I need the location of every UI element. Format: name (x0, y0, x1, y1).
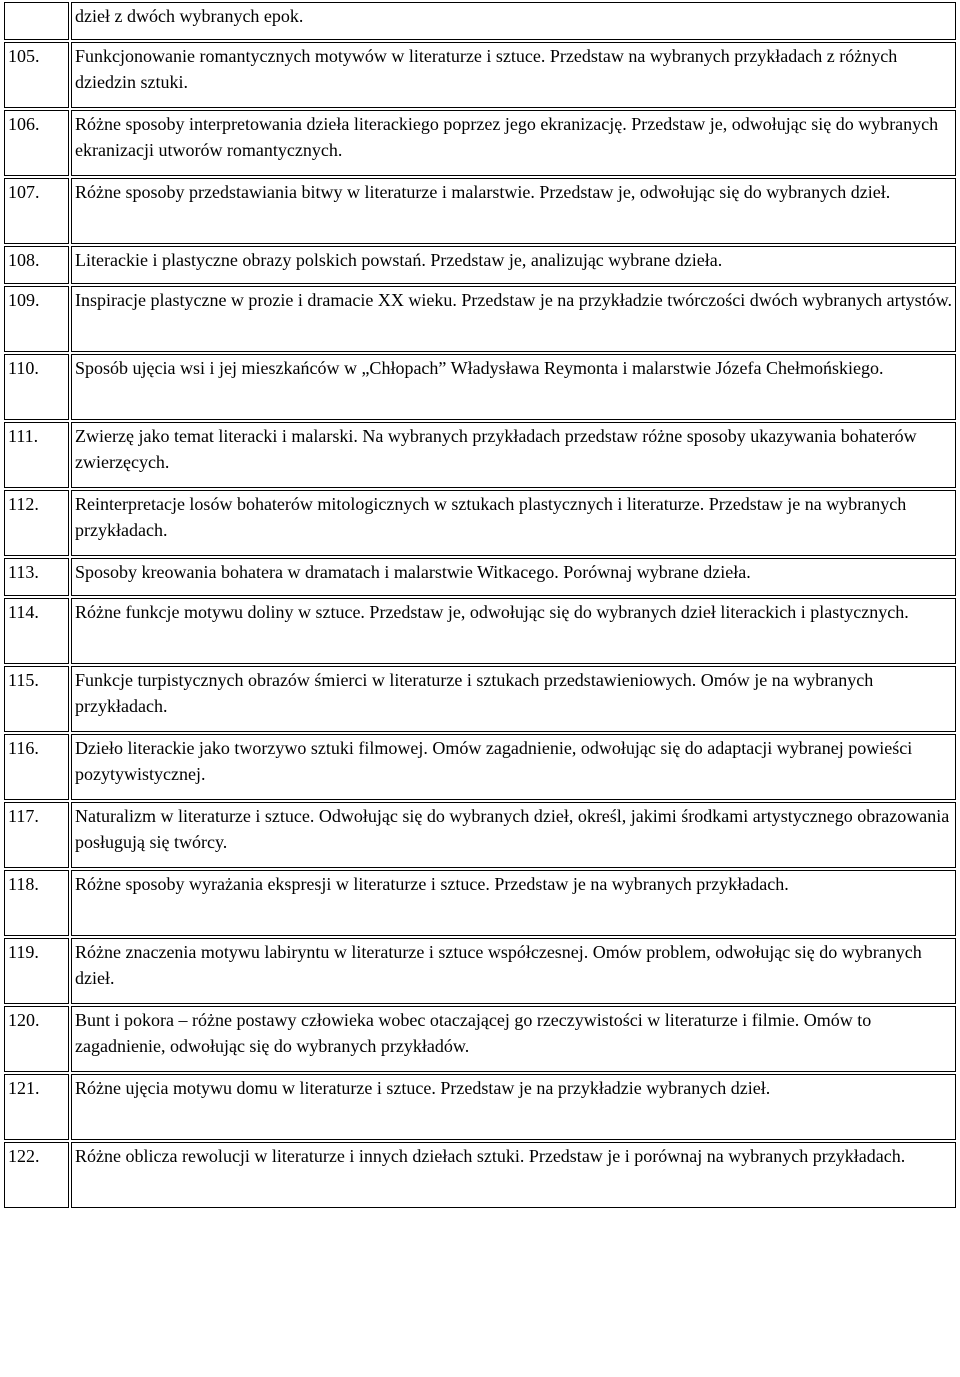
topic-number: 114. (4, 598, 69, 664)
table-row (4, 42, 956, 108)
topic-text: dzieł z dwóch wybranych epok. (71, 2, 956, 40)
table-row (4, 598, 956, 664)
topic-number: 105. (4, 42, 69, 108)
topic-number: 109. (4, 286, 69, 352)
topic-text: Naturalizm w literaturze i sztuce. Odwołując się do wybranych dzieł, określ, jakimi środkami artystycznego obrazowania posługują się twórcy. (71, 802, 956, 868)
table-row (4, 246, 956, 284)
table-row (4, 1142, 956, 1208)
table-row (4, 666, 956, 732)
table-row (4, 354, 956, 420)
table-row (4, 178, 956, 244)
table-row (4, 490, 956, 556)
topic-text: Sposoby kreowania bohatera w dramatach i malarstwie Witkacego. Porównaj wybrane dzieła. (71, 558, 956, 596)
table-row (4, 1074, 956, 1140)
table-row (4, 870, 956, 936)
topic-number: 110. (4, 354, 69, 420)
topic-text: Sposób ujęcia wsi i jej mieszkańców w „Chłopach” Władysława Reymonta i malarstwie Józefa Chełmońskiego. (71, 354, 956, 420)
table-row (4, 110, 956, 176)
topic-text: Różne oblicza rewolucji w literaturze i innych dziełach sztuki. Przedstaw je i porównaj na wybranych przykładach. (71, 1142, 956, 1208)
topic-number: 107. (4, 178, 69, 244)
topic-text: Literackie i plastyczne obrazy polskich powstań. Przedstaw je, analizując wybrane dzieła. (71, 246, 956, 284)
topic-number (4, 2, 69, 40)
topic-text: Różne sposoby przedstawiania bitwy w literaturze i malarstwie. Przedstaw je, odwołując się do wybranych dzieł. (71, 178, 956, 244)
table-row (4, 422, 956, 488)
table-row (4, 734, 956, 800)
topic-text: Funkcje turpistycznych obrazów śmierci w literaturze i sztukach przedstawieniowych. Omów je na wybranych przykładach. (71, 666, 956, 732)
topic-number: 122. (4, 1142, 69, 1208)
topic-number: 120. (4, 1006, 69, 1072)
topic-number: 108. (4, 246, 69, 284)
topic-text: Różne znaczenia motywu labiryntu w literaturze i sztuce współczesnej. Omów problem, odwołując się do wybranych dzieł. (71, 938, 956, 1004)
topic-text: Bunt i pokora – różne postawy człowieka wobec otaczającej go rzeczywistości w literaturze i filmie. Omów to zagadnienie, odwołując się do wybranych przykładów. (71, 1006, 956, 1072)
topic-number: 113. (4, 558, 69, 596)
table-row (4, 1006, 956, 1072)
topic-text: Różne sposoby wyrażania ekspresji w literaturze i sztuce. Przedstaw je na wybranych przykładach. (71, 870, 956, 936)
topic-number: 111. (4, 422, 69, 488)
topic-text: Różne ujęcia motywu domu w literaturze i sztuce. Przedstaw je na przykładzie wybranych dzieł. (71, 1074, 956, 1140)
topic-text: Różne funkcje motywu doliny w sztuce. Przedstaw je, odwołując się do wybranych dzieł literackich i plastycznych. (71, 598, 956, 664)
topic-text: Dzieło literackie jako tworzywo sztuki filmowej. Omów zagadnienie, odwołując się do adaptacji wybranej powieści pozytywistycznej. (71, 734, 956, 800)
topic-number: 106. (4, 110, 69, 176)
topic-text: Inspiracje plastyczne w prozie i dramacie XX wieku. Przedstaw je na przykładzie twórczości dwóch wybranych artystów. (71, 286, 956, 352)
topic-number: 121. (4, 1074, 69, 1140)
table-row (4, 802, 956, 868)
table-row (4, 938, 956, 1004)
topic-number: 118. (4, 870, 69, 936)
topic-text: Różne sposoby interpretowania dzieła literackiego poprzez jego ekranizację. Przedstaw je, odwołując się do wybranych ekranizacji utworów romantycznych. (71, 110, 956, 176)
topic-number: 119. (4, 938, 69, 1004)
topic-text: Zwierzę jako temat literacki i malarski. Na wybranych przykładach przedstaw różne sposoby ukazywania bohaterów zwierzęcych. (71, 422, 956, 488)
table-row (4, 558, 956, 596)
table-row (4, 286, 956, 352)
topic-text: Funkcjonowanie romantycznych motywów w literaturze i sztuce. Przedstaw na wybranych przykładach z różnych dziedzin sztuki. (71, 42, 956, 108)
topics-table (2, 0, 958, 1210)
topic-text: Reinterpretacje losów bohaterów mitologicznych w sztukach plastycznych i literaturze. Przedstaw je na wybranych przykładach. (71, 490, 956, 556)
topic-number: 117. (4, 802, 69, 868)
topic-number: 115. (4, 666, 69, 732)
topic-number: 116. (4, 734, 69, 800)
topic-number: 112. (4, 490, 69, 556)
table-row (4, 2, 956, 40)
